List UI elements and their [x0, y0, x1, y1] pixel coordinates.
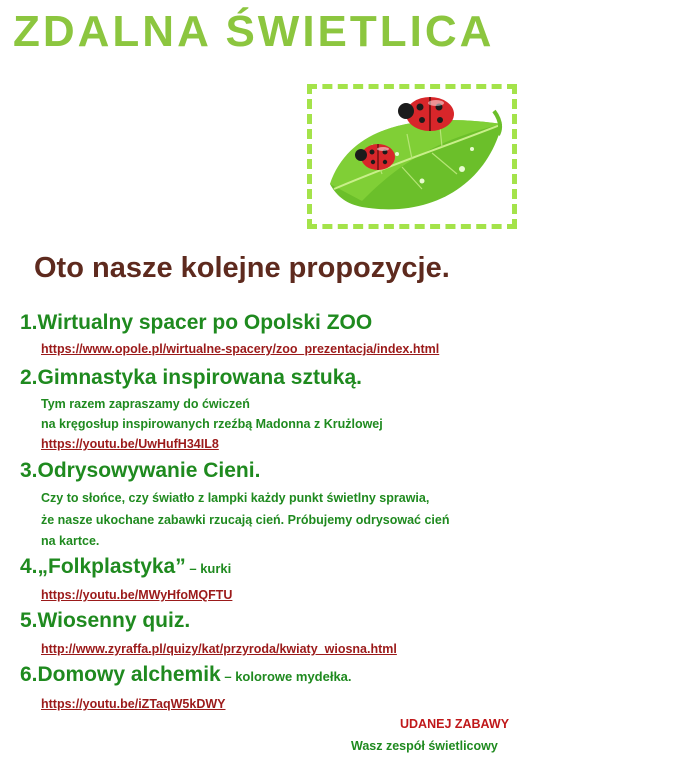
item-4-link[interactable]: https://youtu.be/MWyHfoMQFTU [41, 588, 233, 602]
page-title: ZDALNA ŚWIETLICA [13, 7, 495, 56]
ladybugs-on-leaf-icon [312, 89, 512, 224]
item-3-title: 3.Odrysowywanie Cieni. [20, 459, 261, 482]
item-6-title-suffix: – kolorowe mydełka. [220, 669, 352, 684]
ladybugs-image [307, 84, 517, 229]
item-6-title-text: 6.Domowy alchemik [20, 663, 221, 686]
closing-signature: Wasz zespół świetlicowy [351, 739, 498, 753]
item-5-title: 5.Wiosenny quiz. [20, 609, 191, 632]
item-6-link[interactable]: https://youtu.be/iZTaqW5kDWY [41, 697, 226, 711]
item-4-title [20, 555, 231, 579]
item-5-link[interactable]: http://www.zyraffa.pl/quizy/kat/przyroda/kwiaty_wiosna.html [41, 642, 397, 656]
item-1-link[interactable]: https://www.opole.pl/wirtualne-spacery/zoo_prezentacja/index.html [41, 342, 440, 356]
closing-greeting: UDANEJ ZABAWY [400, 717, 510, 731]
item-2-title: 2.Gimnastyka inspirowana sztuką. [20, 366, 362, 389]
item-3-desc-line-3: na kartce. [41, 534, 100, 548]
item-2-desc-line-1: Tym razem zapraszamy do ćwiczeń [41, 397, 250, 411]
item-2-desc-line-2: na kręgosłup inspirowanych rzeźbą Madonna z Krużlowej [41, 417, 383, 431]
item-6-title [20, 663, 352, 687]
item-1-title: 1.Wirtualny spacer po Opolski ZOO [20, 311, 373, 334]
item-2-link[interactable]: https://youtu.be/UwHufH34IL8 [41, 437, 219, 451]
item-4-title-text: 4.„Folkplastyka” [20, 555, 186, 578]
item-3-desc-line-2: że nasze ukochane zabawki rzucają cień. Próbujemy odrysować cień [41, 513, 450, 527]
headline: Oto nasze kolejne propozycje. [34, 252, 450, 284]
item-4-title-suffix: – kurki [185, 561, 232, 576]
item-3-desc-line-1: Czy to słońce, czy światło z lampki każdy punkt świetlny sprawia, [41, 491, 430, 505]
